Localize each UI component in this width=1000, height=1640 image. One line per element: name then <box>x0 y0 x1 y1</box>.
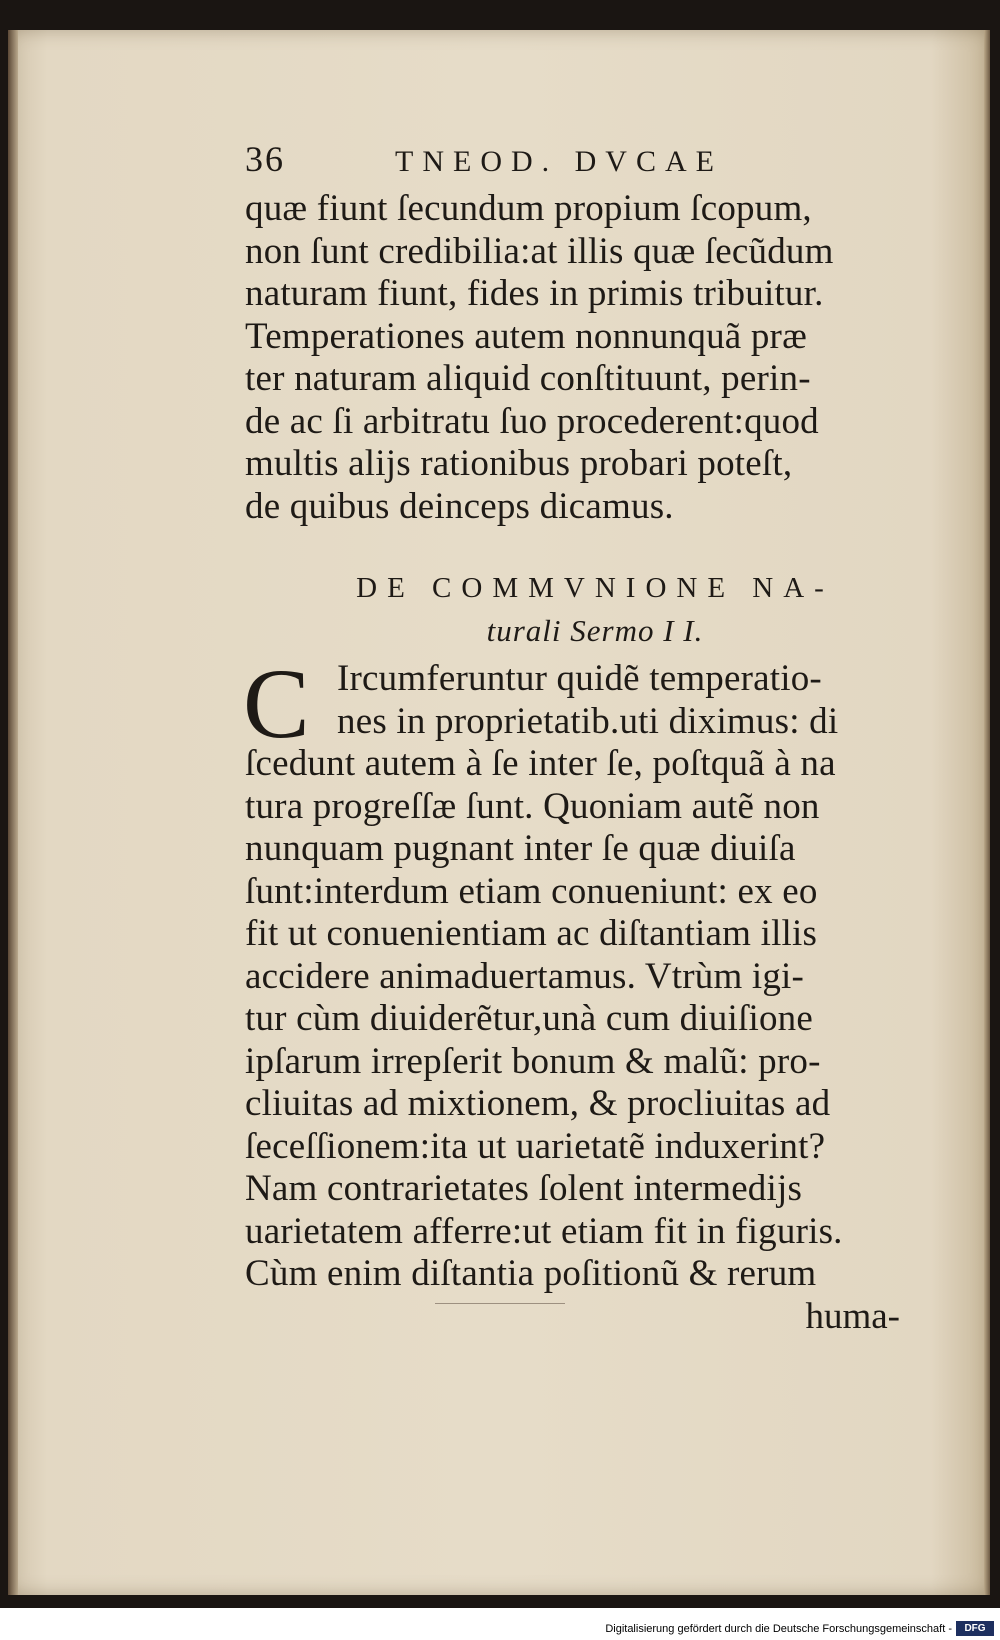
page-gutter <box>8 30 18 1595</box>
footer-bar <box>0 1608 1000 1640</box>
text-line: nes in proprietatib.uti diximus: di <box>337 700 839 742</box>
funding-credit: Digitalisierung gefördert durch die Deutsche Forschungsgemeinschaft - <box>605 1623 952 1635</box>
ink-rule <box>435 1303 565 1304</box>
text-line: tura progreſſæ ſunt. Quoniam autẽ non <box>245 785 820 827</box>
text-line: Temperationes autem nonnunquã præ <box>245 315 807 357</box>
text-line: non ſunt credibilia:at illis quæ ſecũdum <box>245 230 834 272</box>
text-line: Ircumferuntur quidẽ temperatio- <box>337 658 822 699</box>
text-line: tur cùm diuiderẽtur,unà cum diuiſione <box>245 998 813 1039</box>
paragraph-2 <box>243 648 945 1296</box>
running-head <box>245 138 945 188</box>
page-text-block <box>245 138 945 1338</box>
text-line: ſunt:interdum etiam conueniunt: ex eo <box>245 870 818 912</box>
text-line: ipſarum irrepſerit bonum & malũ: pro- <box>245 1040 821 1082</box>
section-heading: DE COMMVNIONE NA- <box>356 572 834 604</box>
text-line: accidere animaduertamus. Vtrùm igi- <box>245 955 805 997</box>
catchword: huma- <box>805 1295 900 1337</box>
text-line: Cùm enim diſtantia poſitionũ & rerum <box>245 1253 817 1294</box>
text-line: quæ fiunt ſecundum propium ſcopum, <box>245 188 812 229</box>
text-line: Nam contrarietates ſolent intermedijs <box>245 1168 803 1209</box>
text-line: ter naturam aliquid conſtituunt, perin- <box>245 358 811 399</box>
page-number: 36 <box>245 139 285 179</box>
text-line: de ac ſi arbitratu ſuo procederent:quod <box>245 400 819 442</box>
drop-cap-initial: C <box>243 648 310 759</box>
text-line: ſcedunt autem à ſe inter ſe, poſtquã à na <box>245 743 836 784</box>
page-edge <box>984 30 990 1595</box>
paragraph-1 <box>245 188 945 528</box>
text-line: cliuitas ad mixtionem, & procliuitas ad <box>245 1083 831 1124</box>
text-line: fit ut conuenientiam ac diſtantiam illis <box>245 913 818 954</box>
text-line: naturam fiunt, fides in primis tribuitur. <box>245 273 824 314</box>
text-line: multis alijs rationibus probari poteſt, <box>245 443 793 484</box>
text-line: nunquam pugnant inter ſe quæ diuiſa <box>245 828 796 869</box>
running-title: TNEOD. DVCAE <box>395 145 723 178</box>
section-subheading: turali Sermo I I. <box>486 613 704 648</box>
dfg-logo: DFG <box>956 1621 994 1636</box>
text-line: de quibus deinceps dicamus. <box>245 485 674 527</box>
text-line: ſeceſſionem:ita ut uarietatẽ induxerint? <box>245 1125 826 1167</box>
text-line: uarietatem afferre:ut etiam fit in figuris. <box>245 1210 843 1252</box>
